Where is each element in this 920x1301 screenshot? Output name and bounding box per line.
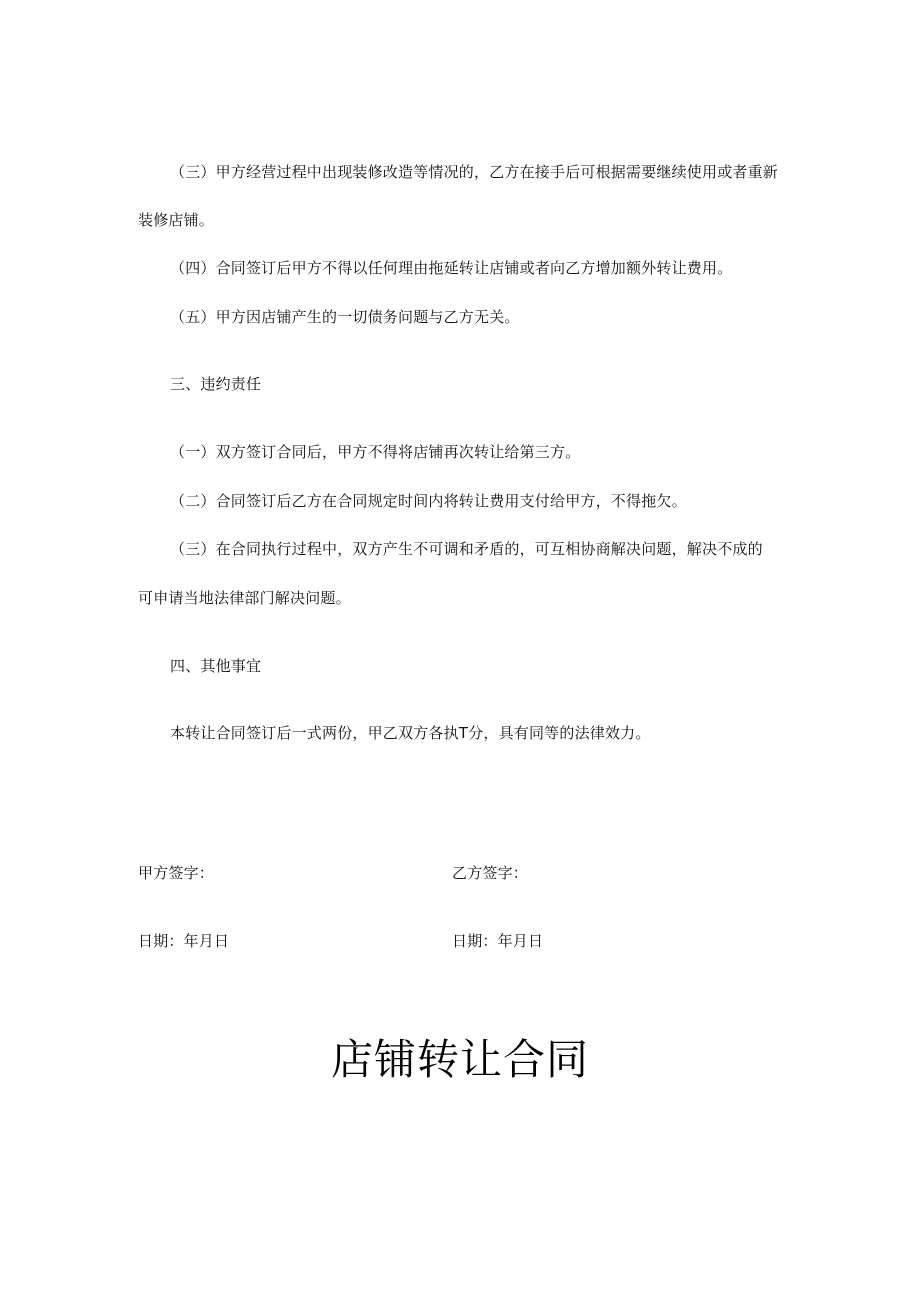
section3-item3-line1: （三）在合同执行过程中，双方产生不可调和矛盾的，可互相协商解决问题，解决不成的 <box>170 540 763 558</box>
section4-paragraph: 本转让合同签订后一式两份，甲乙双方各执T分，具有同等的法律效力。 <box>170 724 651 742</box>
section3-item1: （一）双方签订合同后，甲方不得将店铺再次转让给第三方。 <box>170 443 581 461</box>
section3-heading: 三、违约责任 <box>170 375 262 393</box>
party-b-date-label: 日期：年月日 <box>452 932 544 950</box>
section2-item3-line2: 装修店铺。 <box>138 211 215 229</box>
section2-item3-line1: （三）甲方经营过程中出现装修改造等情况的，乙方在接手后可根据需要继续使用或者重新 <box>170 163 779 181</box>
party-a-signature-label: 甲方签字： <box>138 864 215 882</box>
section2-item5: （五）甲方因店铺产生的一切债务问题与乙方无关。 <box>170 308 520 326</box>
party-a-date-label: 日期：年月日 <box>138 932 230 950</box>
party-b-signature-label: 乙方签字： <box>452 864 529 882</box>
section3-item3-line2: 可申请当地法律部门解决问题。 <box>138 589 351 607</box>
document-title: 店铺转让合同 <box>330 1035 589 1084</box>
section3-item2: （二）合同签订后乙方在合同规定时间内将转让费用支付给甲方，不得拖欠。 <box>170 492 687 510</box>
section2-item4: （四）合同签订后甲方不得以任何理由拖延转让店铺或者向乙方增加额外转让费用。 <box>170 259 733 277</box>
section4-heading: 四、其他事宜 <box>170 657 262 675</box>
